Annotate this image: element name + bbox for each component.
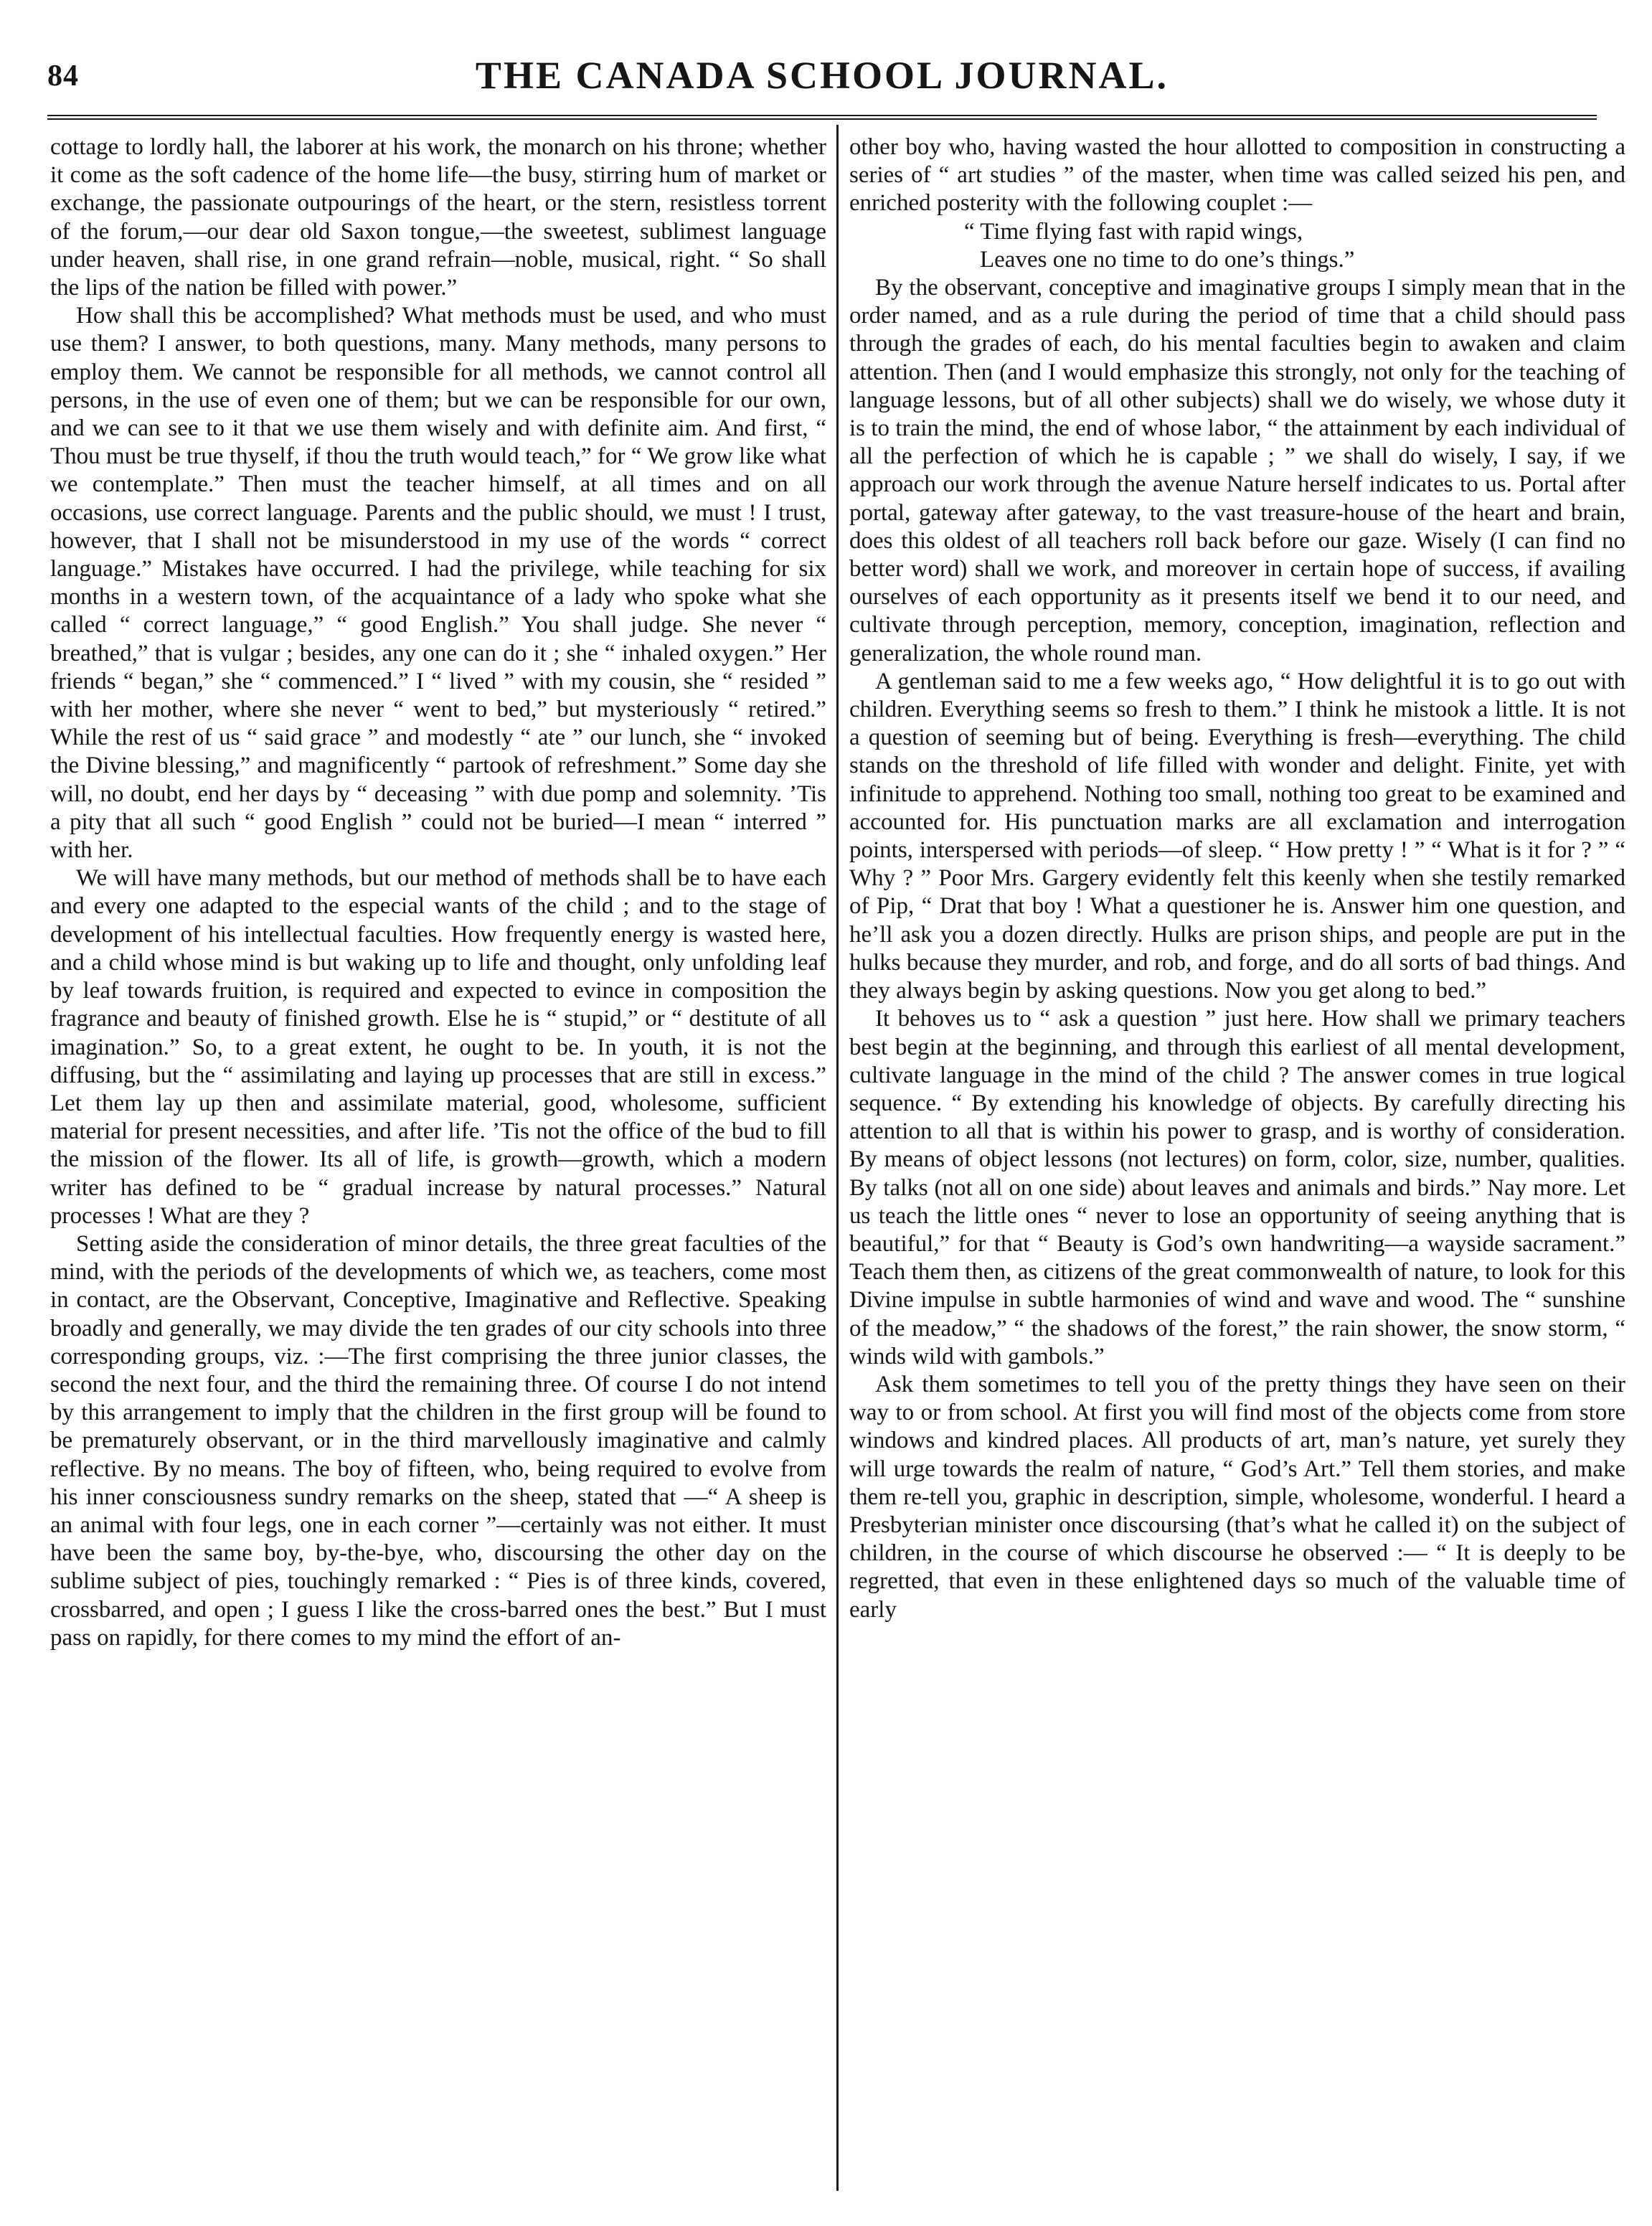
paragraph: How shall this be accomplished? What methods must be used, and who must use them? I answer, to both questions, many. Many methods, many persons to employ them. We cannot be responsible for all methods, we cannot control all persons, in the use of even one of them; but we can be responsible for our own, and we can see to it that we use them wisely and with definite aim. And first, “ Thou must be true thyself, if thou the truth would teach,” for “ We grow like what we contemplate.” Then must the teacher himself, at all times and on all occasions, use correct language. Parents and the public should, we must ! I trust, however, that I shall not be misunderstood in my use of the words “ correct language.” Mistakes have occurred. I had the privilege, while teaching for six months in a western town, of the acquaintance of a lady who spoke what she called “ correct language,” “ good English.” You shall judge. She never “ breathed,” that is vulgar ; besides, any one can do it ; she “ inhaled oxygen.” Her friends “ began,” she “ commenced.” I “ lived ” with my cousin, she “ resided ” with her mother, where she never “ went to bed,” but mysteriously “ retired.” While the rest of us “ said grace ” and modestly “ ate ” our lunch, she “ invoked the Divine blessing,” and magnificently “ partook of refreshment.” Some day she will, no doubt, end her days by “ deceasing ” with due pomp and solemnity. ’Tis a pity that all such “ good English ” could not be buried—I mean “ interred ” with her. (50, 303, 826, 864)
journal-title: THE CANADA SCHOOL JOURNAL. (475, 54, 1169, 97)
couplet-line: “ Time flying fast with rapid wings, (964, 218, 1303, 245)
paragraph: It behoves us to “ ask a question ” just here. How shall we primary teachers best begin at the beginning, and through this earliest of all mental development, cultivate language in the mind of the child ? The answer comes in true logical sequence. “ By extending his knowledge of objects. By carefully directing his attention to all that is within his power to grasp, and is worthy of consideration. By means of object lessons (not lectures) on form, color, size, number, qualities. By talks (not all on one side) about leaves and animals and birds.” Nay more. Let us teach the little ones “ never to lose an opportunity of seeing anything that is beautiful,” for that “ Beauty is God’s own handwriting—a wayside sacrament.” Teach them then, as citizens of the great commonwealth of nature, to look for this Divine impulse in subtle harmonies of wind and wave and wood. The “ sunshine of the meadow,” “ the shadows of the forest,” the rain shower, the snow storm, “ winds wild with gambols.” (849, 1006, 1625, 1369)
couplet (849, 218, 1625, 274)
page-number: 84 (47, 60, 79, 93)
left-column (50, 133, 826, 2199)
header-rule (47, 115, 1597, 120)
paragraph: other boy who, having wasted the hour allotted to composition in constructing a series of “ art studies ” of the master, when time was called seized his pen, and enriched posterity with the following couplet :— (849, 134, 1625, 217)
paragraph: By the observant, conceptive and imaginative groups I simply mean that in the order named, and as a rule during the period of time that a child should pass through the grades of each, do his mental faculties begin to awaken and claim attention. Then (and I would emphasize this strongly, not only for the teaching of language lessons, but of all other subjects) shall we do wisely, we whose duty it is to train the mind, the end of whose labor, “ the attainment by each individual of all the perfection of which he is capable ; ” we shall do wisely, I say, if we approach our work through the avenue Nature herself indicates to us. Portal after portal, gateway after gateway, to the vast treasure-house of the heart and brain, does this oldest of all teachers roll back before our gaze. Wisely (I can find no better word) shall we work, and moreover in certain hope of success, if availing ourselves of each opportunity as it presents itself we bend it to our need, and cultivate through perception, memory, conception, imagination, reflection and generalization, the whole round man. (849, 275, 1625, 666)
paragraph: Setting aside the consideration of minor details, the three great faculties of the mind, with the periods of the developments of which we, as teachers, come most in contact, are the Observant, Conceptive, Imaginative and Reflective. Speaking broadly and generally, we may divide the ten grades of our city schools into three corresponding groups, viz. :—The first comprising the three junior classes, the second the next four, and the third the remaining three. Of course I do not intend by this arrangement to imply that the children in the first group will be found to be prematurely observant, or in the third marvellously imaginative and calmly reflective. By no means. The boy of fifteen, who, being required to evolve from his inner consciousness sundry remarks on the sheep, stated that —“ A sheep is an animal with four legs, one in each corner ”—certainly was not either. It must have been the same boy, by-the-bye, who, discoursing the other day on the sublime subject of pies, touchingly remarked : “ Pies is of three kinds, covered, crossbarred, and open ; I guess I like the cross-barred ones the best.” But I must pass on rapidly, for there comes to my mind the effort of an- (50, 1230, 826, 1651)
paragraph: cottage to lordly hall, the laborer at his work, the monarch on his throne; whether it come as the soft cadence of the home life—the busy, stirring hum of market or exchange, the passionate outpourings of the heart, or the stern, resistless torrent of the forum,—our dear old Saxon tongue,—the sweetest, sublimest language under heaven, shall rise, in one grand refrain—noble, musical, right. “ So shall the lips of the nation be filled with power.” (50, 134, 826, 301)
right-column (849, 133, 1625, 2199)
page-header (47, 50, 1597, 100)
paragraph: Ask them sometimes to tell you of the pretty things they have seen on their way to or from school. At first you will find most of the objects come from store windows and kindred places. All products of art, man’s nature, yet surely they will urge towards the realm of nature, “ God’s Art.” Tell them stories, and make them re-tell you, graphic in description, simple, wholesome, wonderful. I heard a Presbyterian minister once discoursing (that’s what he called it) on the subject of children, in the course of which discourse he observed :— “ It is deeply to be regretted, that even in these enlightened days so much of the valuable time of early (849, 1371, 1625, 1623)
paragraph: We will have many methods, but our method of methods shall be to have each and every one adapted to the especial wants of the child ; and to the stage of development of his intellectual faculties. How frequently energy is wasted here, and a child whose mind is but waking up to life and thought, only unfolding leaf by leaf towards fruition, is required and expected to evince in composition the fragrance and beauty of finished growth. Else he is “ stupid,” or “ destitute of all imagination.” So, to a great extent, he ought to be. In youth, it is not the diffusing, but the “ assimilating and laying up processes that are still in excess.” Let them lay up then and assimilate material, good, wholesome, sufficient material for present necessities, and after life. ’Tis not the office of the bud to fill the mission of the flower. Its all of life, is growth—growth, which a modern writer has defined to be “ gradual increase by natural processes.” Natural processes ! What are they ? (50, 865, 826, 1229)
paragraph: A gentleman said to me a few weeks ago, “ How delightful it is to go out with children. Everything seems so fresh to them.” I think he mistook a little. It is not a question of seeming but of being. Everything is fresh—everything. The child stands on the threshold of life filled with wonder and delight. Finite, yet with infinitude to apprehend. Nothing too small, nothing too great to be examined and accounted for. His punctuation marks are all exclamation and interrogation points, interspersed with periods—of sleep. “ How pretty ! ” “ What is it for ? ” “ Why ? ” Poor Mrs. Gargery evidently felt this keenly when she testily remarked of Pip, “ Drat that boy ! What a questioner he is. Answer him one question, and he’ll ask you a dozen directly. Hulks are prison ships, and people are put in the hulks because they murder, and rob, and forge, and do all sorts of bad things. And they always begin by asking questions. Now you get along to bed.” (849, 668, 1625, 1004)
couplet-line: Leaves one no time to do one’s things.” (980, 246, 1355, 273)
column-divider (836, 125, 839, 2191)
